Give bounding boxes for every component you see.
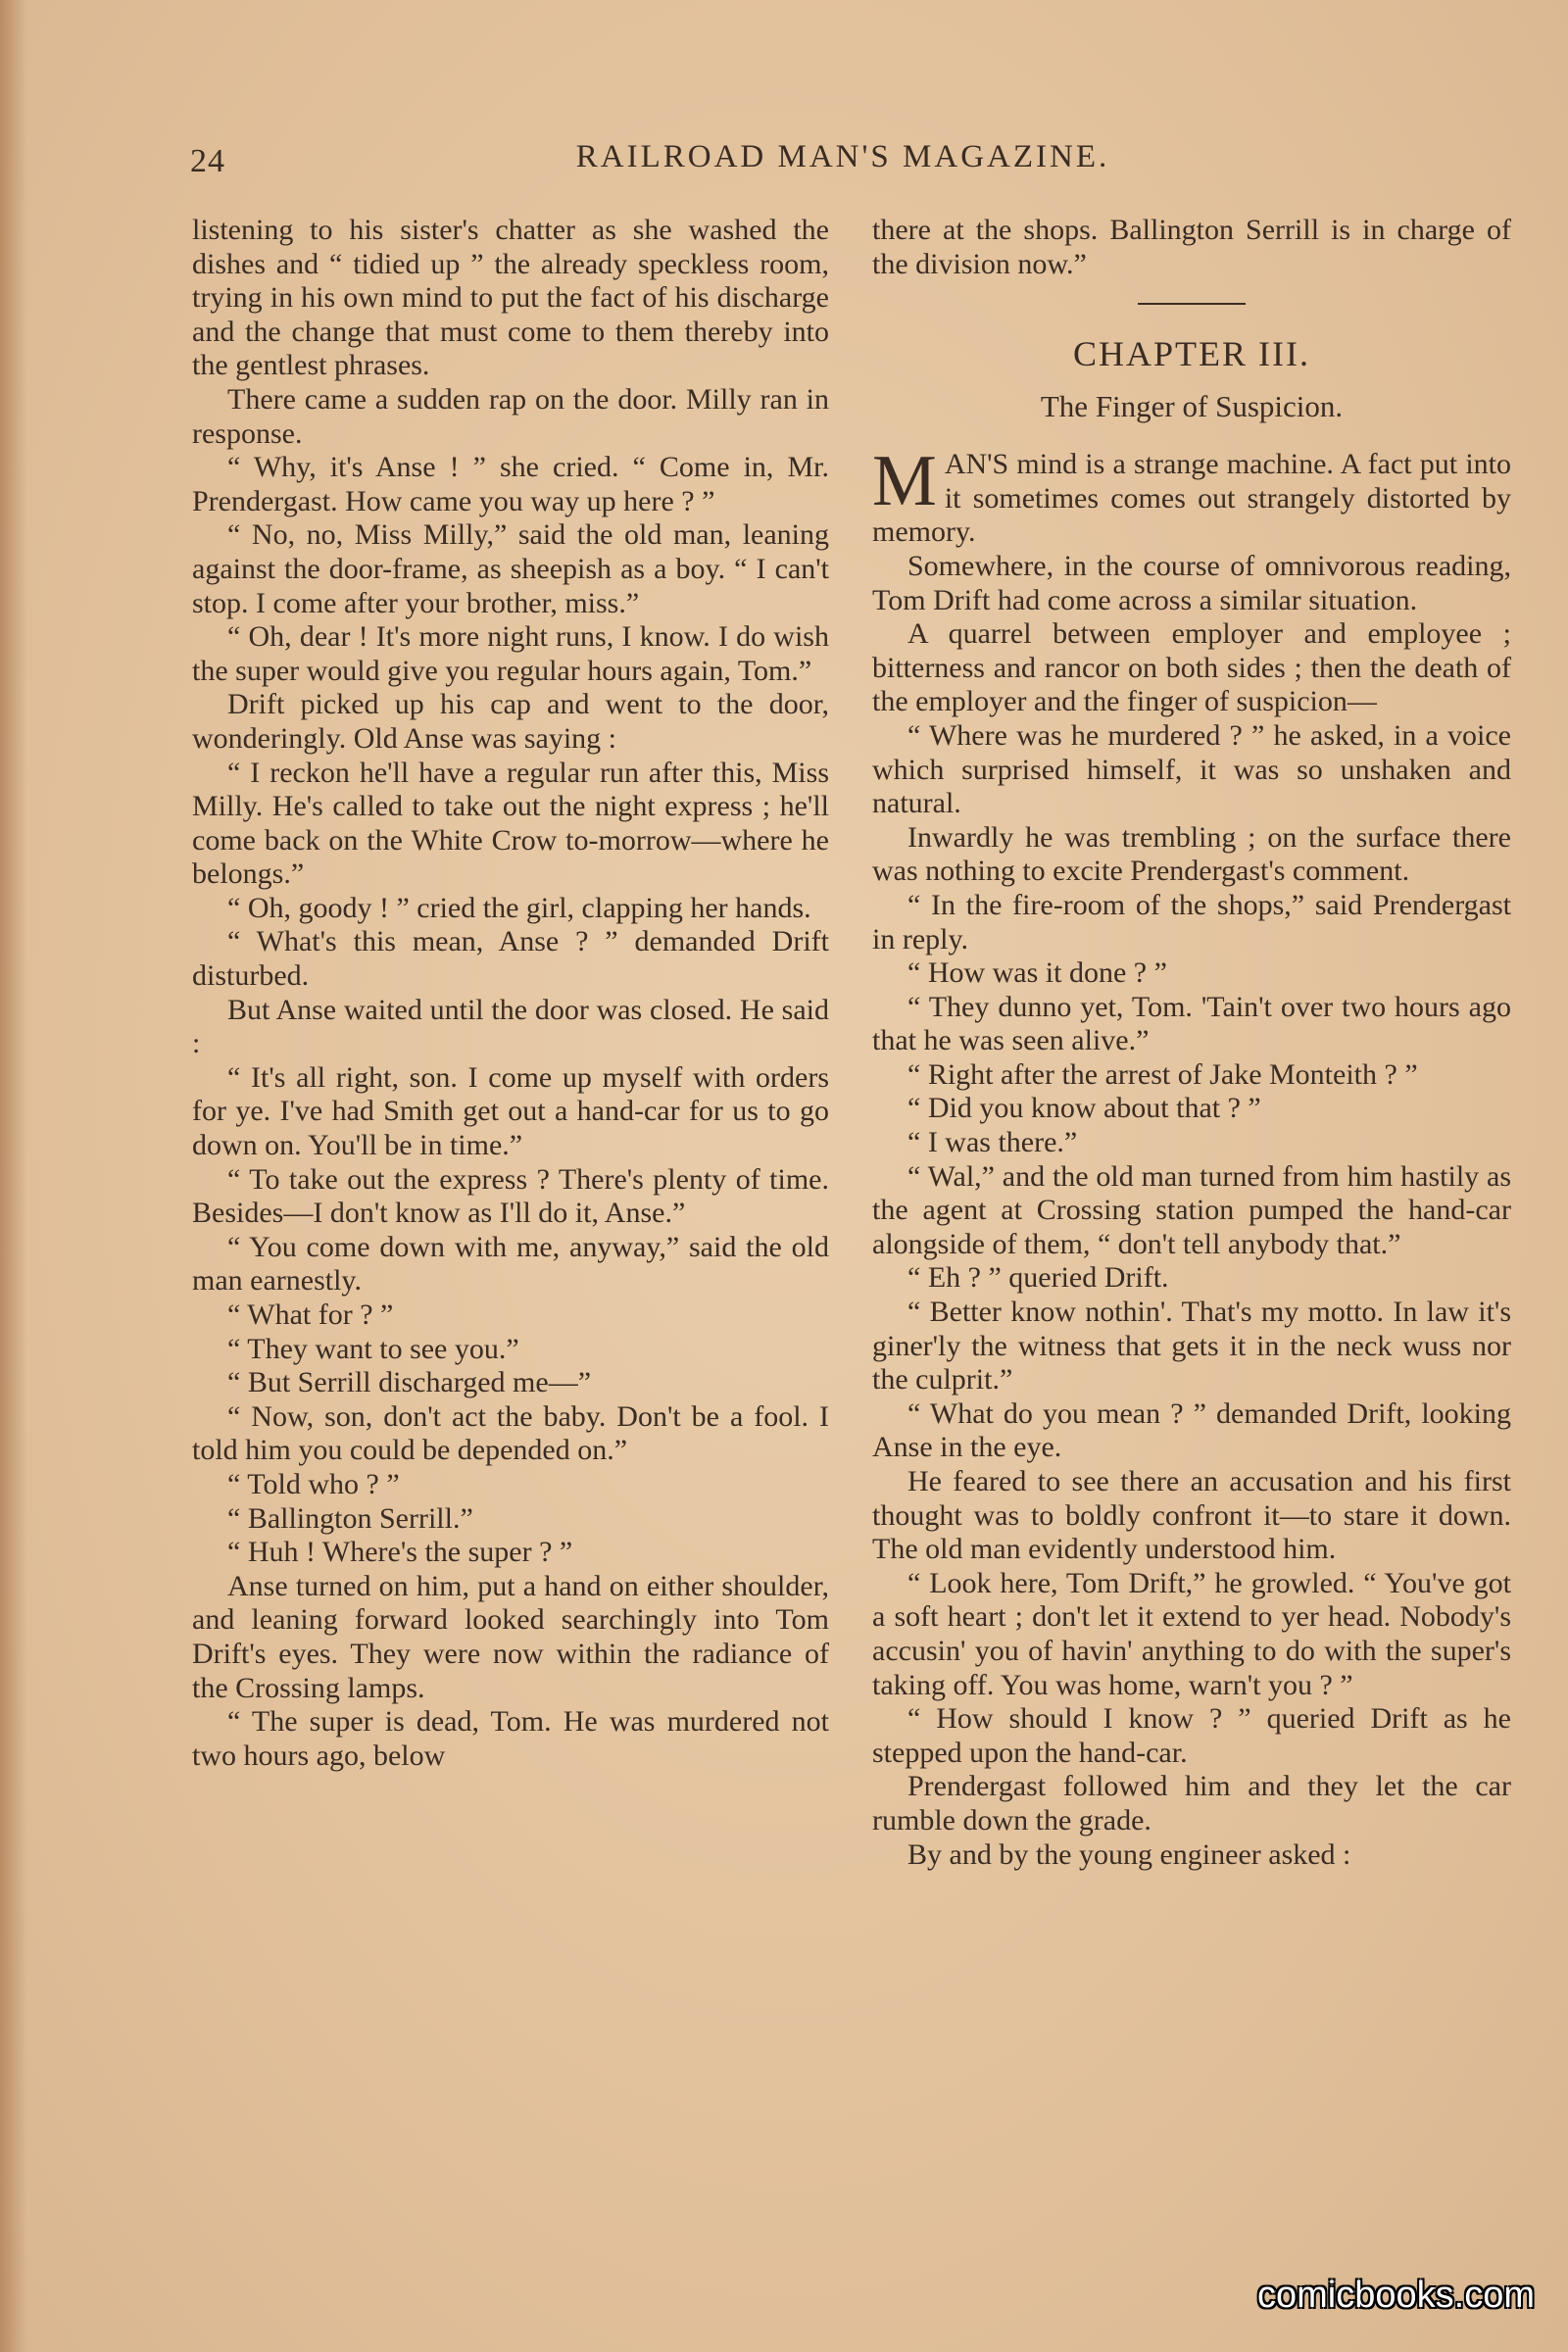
paragraph: “ To take out the express ? There's plenty of time. Besides—I don't know as I'll do it, Anse.” bbox=[192, 1162, 829, 1230]
chapter-title: The Finger of Suspicion. bbox=[1040, 389, 1344, 424]
paragraph: “ Look here, Tom Drift,” he growled. “ You've got a soft heart ; don't let it extend to yer head. Nobody's accusin' you of havin' anything to do with the super's taking off. You was home, warn't you ? ” bbox=[872, 1566, 1511, 1701]
paragraph: He feared to see there an accusation and his first thought was to boldly confront it—to stare it down. The old man evidently understood him. bbox=[872, 1465, 1511, 1566]
paragraph: “ Why, it's Anse ! ” she cried. “ Come in, Mr. Prendergast. How came you way up here ? ” bbox=[192, 451, 829, 517]
paragraph: “ In the fire-room of the shops,” said Prendergast in reply. bbox=[872, 888, 1511, 956]
paragraph: “ Oh, goody ! ” cried the girl, clapping her hands. bbox=[227, 891, 811, 924]
paragraph: “ I was there.” bbox=[907, 1126, 1078, 1159]
running-head: RAILROAD MAN'S MAGAZINE. bbox=[575, 139, 1110, 174]
paragraph: there at the shops. Ballington Serrill is in charge of the division now.” bbox=[872, 214, 1511, 280]
paragraph: Drift picked up his cap and went to the door, wonderingly. Old Anse was saying : bbox=[192, 688, 829, 755]
paragraph: “ They want to see you.” bbox=[227, 1332, 519, 1365]
paragraph: “ The super is dead, Tom. He was murdered not two hours ago, below bbox=[192, 1705, 829, 1772]
paragraph: There came a sudden rap on the door. Milly ran in response. bbox=[192, 382, 829, 450]
page-number: 24 bbox=[190, 143, 225, 179]
paragraph: “ How should I know ? ” queried Drift as he stepped upon the hand-car. bbox=[872, 1702, 1511, 1769]
opening-paragraph bbox=[872, 441, 1511, 550]
chapter-heading: CHAPTER III. bbox=[1073, 334, 1310, 374]
paragraph: “ They dunno yet, Tom. 'Tain't over two hours ago that he was seen alive.” bbox=[872, 990, 1511, 1057]
paragraph: Prendergast followed him and they let the car rumble down the grade. bbox=[872, 1770, 1511, 1837]
paragraph: “ Wal,” and the old man turned from him hastily as the agent at Crossing station pumped the hand-car alongside of them, “ don't tell anybody that.” bbox=[872, 1159, 1511, 1260]
watermark: comicbooks.com bbox=[1257, 2275, 1535, 2316]
left-column bbox=[192, 214, 829, 1773]
section-divider bbox=[1138, 303, 1246, 305]
paragraph: Inwardly he was trembling ; on the surface there was nothing to excite Prendergast's comment. bbox=[872, 820, 1511, 888]
paragraph: “ No, no, Miss Milly,” said the old man, leaning against the door-frame, as sheepish as a boy. “ I can't stop. I come after your brother, miss.” bbox=[192, 518, 829, 619]
paragraph: “ I reckon he'll have a regular run after this, Miss Milly. He's called to take out the night express ; he'll come back on the White Crow to-morrow—where he belongs.” bbox=[192, 756, 829, 891]
paragraph: “ Huh ! Where's the super ? ” bbox=[227, 1536, 573, 1569]
paragraph: “ What's this mean, Anse ? ” demanded Drift disturbed. bbox=[192, 925, 829, 993]
paragraph: But Anse waited until the door was closed. He said : bbox=[192, 993, 829, 1060]
paragraph: listening to his sister's chatter as she washed the dishes and “ tidied up ” the already speckless room, trying in his own mind to put the fact of his discharge and the change that must come to them thereby into the gentlest phrases. bbox=[192, 214, 829, 382]
paragraph: “ Told who ? ” bbox=[227, 1467, 400, 1500]
paragraph: Somewhere, in the course of omnivorous reading, Tom Drift had come across a similar situation. bbox=[872, 549, 1511, 616]
page-header bbox=[186, 135, 1499, 184]
paragraph: “ What for ? ” bbox=[227, 1298, 394, 1331]
paragraph: “ You come down with me, anyway,” said the old man earnestly. bbox=[192, 1230, 829, 1298]
paragraph: “ But Serrill discharged me—” bbox=[227, 1366, 592, 1399]
paragraph: “ Eh ? ” queried Drift. bbox=[907, 1261, 1169, 1295]
paragraph: “ What do you mean ? ” demanded Drift, looking Anse in the eye. bbox=[872, 1396, 1511, 1464]
paragraph: “ Better know nothin'. That's my motto. In law it's giner'ly the witness that gets it in the neck wuss nor the culprit.” bbox=[872, 1296, 1511, 1396]
paragraph: “ How was it done ? ” bbox=[907, 956, 1167, 990]
paragraph: “ It's all right, son. I come up myself with orders for ye. I've had Smith get out a hand-car for us to go down on. You'll be in time.” bbox=[192, 1060, 829, 1162]
paragraph: “ Oh, dear ! It's more night runs, I know. I do wish the super would give you regular hours again, Tom.” bbox=[192, 620, 829, 687]
drop-cap: M bbox=[872, 441, 937, 522]
paragraph: “ Where was he murdered ? ” he asked, in a voice which surprised himself, it was so unshaken and natural. bbox=[872, 718, 1511, 820]
paragraph: Anse turned on him, put a hand on either shoulder, and leaning forward looked searchingly into Tom Drift's eyes. They were now within the radiance of the Crossing lamps. bbox=[192, 1569, 829, 1704]
opening-text: AN'S mind is a strange machine. A fact put into it sometimes comes out strangely distorted by memory. bbox=[872, 448, 1511, 549]
paragraph: A quarrel between employer and employee ; bitterness and rancor on both sides ; then the death of the employer and the finger of suspicion— bbox=[872, 617, 1511, 718]
page-edge-shadow bbox=[0, 0, 27, 2352]
right-column bbox=[872, 214, 1511, 1872]
paragraph: By and by the young engineer asked : bbox=[907, 1838, 1351, 1871]
paragraph: “ Did you know about that ? ” bbox=[907, 1092, 1261, 1125]
paragraph: “ Now, son, don't act the baby. Don't be a fool. I told him you could be depended on.” bbox=[192, 1399, 829, 1467]
paragraph: “ Ballington Serrill.” bbox=[227, 1501, 473, 1535]
paragraph: “ Right after the arrest of Jake Monteith ? ” bbox=[907, 1057, 1418, 1091]
